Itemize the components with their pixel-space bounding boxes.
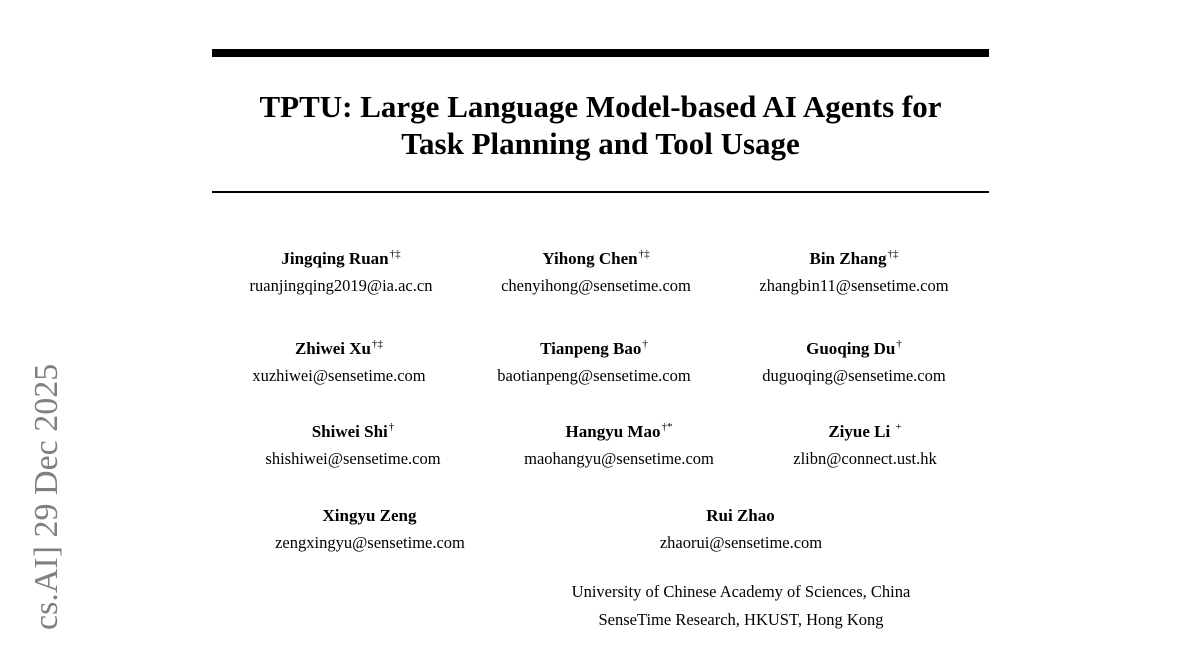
paper-title-line-1: TPTU: Large Language Model-based AI Agents for <box>259 89 942 124</box>
author-block <box>220 506 520 553</box>
author-email: zhangbin11@sensetime.com <box>759 276 949 295</box>
author-email: zhaorui@sensetime.com <box>659 533 823 552</box>
title-top-rule <box>212 49 989 57</box>
author-affiliation-marks: + <box>895 421 902 433</box>
author-block <box>715 422 1015 469</box>
author-email: zengxingyu@sensetime.com <box>275 533 465 552</box>
author-email: zlibn@connect.ust.hk <box>793 449 937 468</box>
author-affiliation-marks: †‡ <box>372 338 384 350</box>
author-affiliation-marks: † <box>896 338 902 350</box>
author-name: Ziyue Li + <box>828 421 902 441</box>
author-email: duguoqing@sensetime.com <box>762 366 946 385</box>
author-name: Tianpeng Bao† <box>540 338 648 358</box>
author-block <box>444 339 744 386</box>
author-name: Rui Zhao <box>706 506 775 525</box>
affiliations <box>491 578 991 634</box>
author-name: Shiwei Shi† <box>311 421 395 441</box>
paper-title-line-2: Task Planning and Tool Usage <box>401 126 800 161</box>
arxiv-side-stamp: cs.AI] 29 Dec 2025 <box>28 363 65 630</box>
author-block <box>446 249 746 296</box>
author-block <box>704 339 1004 386</box>
author-affiliation-marks: †‡ <box>887 248 899 260</box>
title-bottom-rule <box>212 191 989 193</box>
author-affiliation-marks: †‡ <box>389 248 401 260</box>
affiliation-line: SenseTime Research, HKUST, Hong Kong <box>598 610 884 629</box>
author-name: Bin Zhang†‡ <box>809 248 899 268</box>
author-email: baotianpeng@sensetime.com <box>497 366 691 385</box>
author-name: Guoqing Du† <box>806 338 902 358</box>
affiliation-line: University of Chinese Academy of Sciences, China <box>571 582 911 601</box>
paper-title <box>212 88 989 162</box>
author-affiliation-marks: † <box>388 421 395 433</box>
author-email: shishiwei@sensetime.com <box>265 449 441 468</box>
author-name: Xingyu Zeng <box>322 506 417 525</box>
author-email: xuzhiwei@sensetime.com <box>252 366 426 385</box>
author-name: Zhiwei Xu†‡ <box>294 338 384 358</box>
author-name: Hangyu Mao†* <box>565 421 673 441</box>
author-affiliation-marks: †* <box>661 421 673 433</box>
author-name: Jingqing Ruan†‡ <box>281 248 401 268</box>
author-email: chenyihong@sensetime.com <box>501 276 691 295</box>
author-block <box>704 249 1004 296</box>
author-block <box>591 506 891 553</box>
author-email: maohangyu@sensetime.com <box>524 449 714 468</box>
author-block <box>203 422 503 469</box>
author-name: Yihong Chen†‡ <box>542 248 650 268</box>
author-affiliation-marks: †‡ <box>638 248 650 260</box>
author-email: ruanjingqing2019@ia.ac.cn <box>249 276 433 295</box>
author-affiliation-marks: † <box>642 338 648 350</box>
